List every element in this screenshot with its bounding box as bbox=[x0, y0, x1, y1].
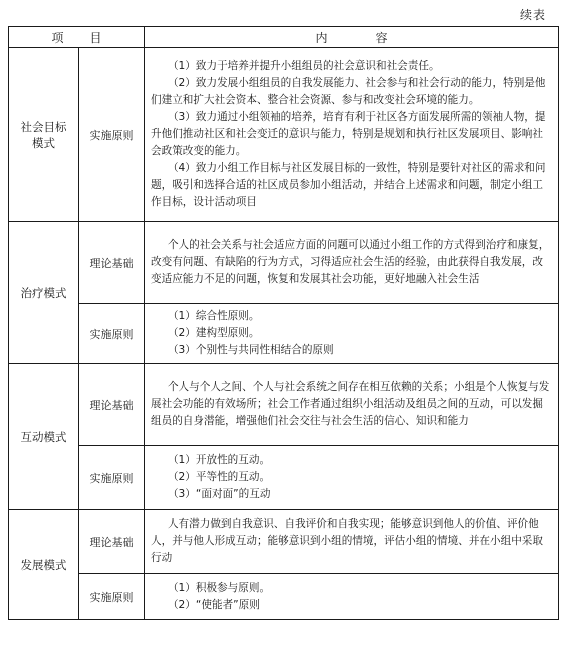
content-paragraph: （1）开放性的互动。 bbox=[167, 454, 271, 466]
section-content bbox=[145, 364, 559, 446]
table-row bbox=[9, 446, 559, 510]
content-paragraph: （3）个别性与共同性相结合的原则 bbox=[167, 344, 334, 356]
content-paragraph: （2）“使能者”原则 bbox=[167, 598, 260, 611]
header-item: 项目 bbox=[9, 27, 145, 48]
table-row bbox=[9, 574, 559, 620]
section-content bbox=[145, 510, 559, 574]
content-paragraph: （1）积极参与原则。 bbox=[167, 581, 271, 594]
table-row bbox=[9, 222, 559, 304]
section-label: 实施原则 bbox=[79, 304, 145, 364]
section-content bbox=[145, 48, 559, 222]
content-paragraph: （2）建构型原则。 bbox=[167, 327, 260, 339]
model-name-therapy bbox=[9, 222, 79, 364]
section-label: 实施原则 bbox=[79, 446, 145, 510]
section-label: 实施原则 bbox=[79, 48, 145, 222]
section-content bbox=[145, 574, 559, 620]
section-label: 理论基础 bbox=[79, 364, 145, 446]
content-paragraph: 个人的社会关系与社会适应方面的问题可以通过小组工作的方式得到治疗和康复，改变有问题、有缺陷的行为方式，习得适应社会生活的经验，由此获得自我发展，改变适应能力不足的问题，恢复和发展其社会功能，更好地融入社会生活 bbox=[151, 239, 550, 285]
table-row bbox=[9, 510, 559, 574]
model-name-line: 互动模式 bbox=[20, 429, 67, 444]
table-row bbox=[9, 48, 559, 222]
content-paragraph: 人有潜力做到自我意识、自我评价和自我实现；能够意识到他人的价值、评价他人，并与他人形成互动；能够意识到小组的情境，评估小组的情境、并在小组中采取行动 bbox=[151, 518, 543, 564]
table-row bbox=[9, 304, 559, 364]
section-content bbox=[145, 446, 559, 510]
model-name-social-goal bbox=[9, 48, 79, 222]
content-paragraph: （3）“面对面”的互动 bbox=[167, 488, 271, 500]
section-label: 理论基础 bbox=[79, 510, 145, 574]
table-row bbox=[9, 364, 559, 446]
table-continued-caption: 续表 bbox=[519, 8, 546, 22]
section-label: 实施原则 bbox=[79, 574, 145, 620]
model-name-line: 治疗模式 bbox=[20, 285, 67, 300]
content-paragraph: （2）平等性的互动。 bbox=[167, 471, 271, 483]
content-paragraph: （2）致力发展小组组员的自我发展能力、社会参与和社会行动的能力，特别是他们建立和扩大社会资本、整合社会资源、参与和改变社会环境的能力。 bbox=[151, 77, 546, 106]
model-name-development bbox=[9, 510, 79, 620]
content-paragraph: （4）致力小组工作目标与社区发展目标的一致性，特别是要针对社区的需求和问题，吸引和选择合适的社区成员参加小组活动，并结合上述需求和问题，制定小组工作目标，设计活动项目 bbox=[151, 162, 546, 208]
header-content: 内容 bbox=[145, 27, 559, 48]
model-name-line: 模式 bbox=[32, 135, 55, 150]
content-paragraph: 个人与个人之间、个人与社会系统之间存在相互依赖的关系；小组是个人恢复与发展社会功能的有效场所；社会工作者通过组织小组活动及组员之间的互动，可以发掘组员的自身潜能，增强他们社会交往与社会生活的信心、知识和能力 bbox=[151, 381, 550, 427]
model-name-line: 社会目标 bbox=[20, 119, 67, 134]
model-name-line: 发展模式 bbox=[20, 557, 67, 572]
content-paragraph: （3）致力通过小组领袖的培养，培育有利于社区各方面发展所需的领袖人物，提升他们推动社区和社会变迁的意识与能力，特别是规划和执行社区发展项目、影响社会政策改变的能力。 bbox=[151, 111, 546, 157]
section-label: 理论基础 bbox=[79, 222, 145, 304]
section-content bbox=[145, 222, 559, 304]
content-paragraph: （1）综合性原则。 bbox=[167, 310, 260, 322]
content-paragraph: （1）致力于培养并提升小组组员的社会意识和社会责任。 bbox=[167, 60, 440, 72]
model-name-interaction bbox=[9, 364, 79, 510]
table-header-row bbox=[9, 27, 559, 48]
section-content bbox=[145, 304, 559, 364]
social-group-work-models-table bbox=[8, 26, 559, 620]
